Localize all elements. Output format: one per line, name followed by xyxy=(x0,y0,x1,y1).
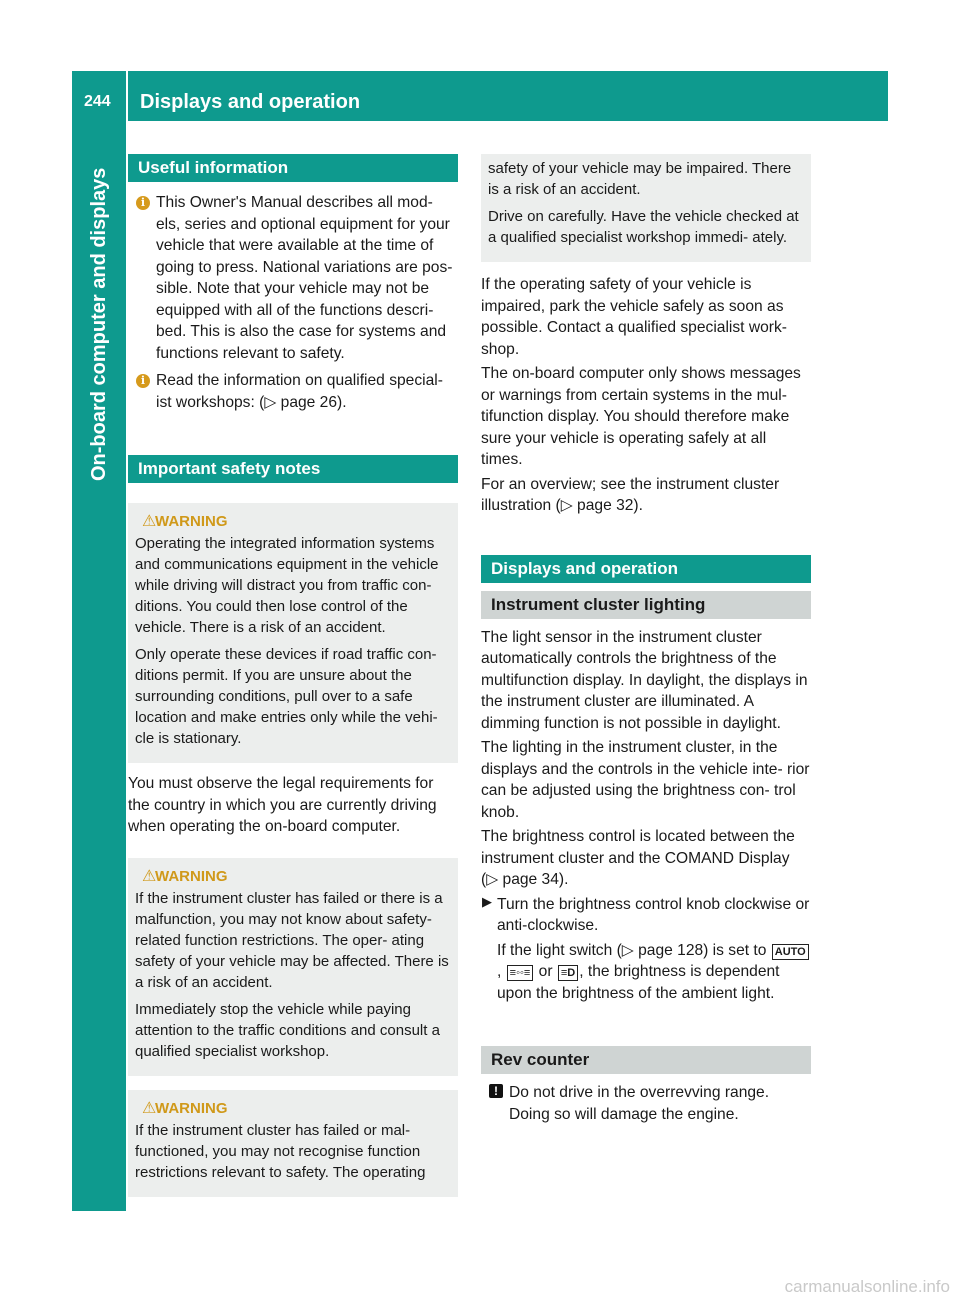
watermark: carmanualsonline.info xyxy=(784,1277,950,1296)
body-text: The lighting in the instrument cluster, in the displays and the controls in the vehicle inte- rior can be adjusted using the brightness con- trol knob. xyxy=(481,739,810,821)
body-text: For an overview; see the instrument cluster illustration (▷ page 32). xyxy=(481,475,780,514)
warning-text: If the instrument cluster has failed or mal- functioned, you may not recognise function restrictions relevant to safety. The operating xyxy=(135,1121,426,1181)
warning-text: Drive on carefully. Have the vehicle checked at a qualified specialist workshop immedi- ately. xyxy=(488,208,799,246)
info-icon: i xyxy=(136,374,150,388)
body-text: The on-board computer only shows messages or warnings from certain systems in the mul- tifunction display. You should therefore make sure your vehicle is operating safely at all times. xyxy=(481,365,801,468)
page-title: Displays and operation xyxy=(140,91,361,113)
warning-heading: ⚠ WARNING xyxy=(135,866,450,888)
warning-heading: ⚠ WARNING xyxy=(135,1098,450,1120)
right-column xyxy=(481,154,811,1125)
warning-text: Immediately stop the vehicle while paying attention to the traffic conditions and consult a qualified specialist workshop. xyxy=(135,1000,440,1060)
info-note xyxy=(128,192,458,364)
warning-box xyxy=(128,503,458,763)
body-text: If the operating safety of your vehicle is impaired, park the vehicle safely as soon as possible. Contact a qualified specialist work- shop. xyxy=(481,276,787,358)
step-detail: If the light switch (▷ page 128) is set to AUTO, ≡◦◦≡ or ≡D , the brightness is dependent upon the brightness of the ambient light. xyxy=(497,940,811,1005)
page-number: 244 xyxy=(84,93,111,110)
caution-text: Do not drive in the overrevving range. Doing so will damage the engine. xyxy=(509,1084,770,1123)
body-text: The brightness control is located between the instrument cluster and the COMAND Display (▷ page 34). xyxy=(481,828,795,888)
warning-triangle-icon: ⚠ xyxy=(142,1099,157,1117)
warning-text: Only operate these devices if road traffic con- ditions permit. If you are unsure about the surrounding conditions, pull over to a safe location and make entries only while the vehi- cle is stationary. xyxy=(135,646,438,747)
parking-light-icon: ≡◦◦≡ xyxy=(507,965,534,981)
subsection-heading-rev-counter: Rev counter xyxy=(481,1046,811,1074)
warning-heading: ⚠ WARNING xyxy=(135,511,450,533)
warning-box xyxy=(128,858,458,1076)
warning-text: safety of your vehicle may be impaired. There is a risk of an accident. xyxy=(488,160,792,198)
section-heading-safety-notes: Important safety notes xyxy=(128,455,458,483)
left-column xyxy=(128,154,458,1197)
warning-text: Operating the integrated information systems and communications equipment in the vehicle while driving will distract you from traffic con- ditions. You could then lose control of the vehicle. There is a risk of an accident. xyxy=(135,535,439,636)
body-text: The light sensor in the instrument cluster automatically controls the brightness of the multifunction display. In daylight, the displays in the instrument cluster are illuminated. A dimming function is not possible in daylight. xyxy=(481,628,808,732)
info-note-text: Read the information on qualified special- ist workshops: (▷ page 26). xyxy=(156,372,443,411)
subsection-heading-lighting: Instrument cluster lighting xyxy=(481,591,811,619)
caution-note xyxy=(481,1082,811,1125)
body-text: You must observe the legal requirements for the country in which you are currently driving when operating the on-board computer. xyxy=(128,775,437,835)
section-heading-displays: Displays and operation xyxy=(481,555,811,583)
warning-box xyxy=(128,1090,458,1197)
header-divider xyxy=(126,71,128,121)
instruction-step xyxy=(481,894,811,1005)
side-tab-label: On-board computer and displays xyxy=(88,168,110,482)
info-icon: i xyxy=(136,196,150,210)
section-heading-useful-information: Useful information xyxy=(128,154,458,182)
info-note-text: This Owner's Manual describes all mod- els, series and optional equipment for your vehicle that were available at the time of going to press. National variations are pos- sible. Note that your vehicle may not be equipped with all of the functions descri- bed. This is also the case for systems and functions relevant to safety. xyxy=(156,194,453,362)
info-note xyxy=(128,370,458,413)
low-beam-icon: ≡D xyxy=(558,965,578,981)
step-arrow-icon: ▶ xyxy=(482,893,492,909)
warning-triangle-icon: ⚠ xyxy=(142,513,157,530)
step-text: Turn the brightness control knob clockwise or anti-clockwise. xyxy=(497,895,810,934)
exclamation-icon: ! xyxy=(489,1084,503,1098)
warning-triangle-icon: ⚠ xyxy=(142,867,157,885)
warning-text: If the instrument cluster has failed or there is a malfunction, you may not know about safety-related function restrictions. The oper- ating safety of your vehicle may be affected. There is a risk of an accident. xyxy=(135,889,449,991)
warning-box-continued xyxy=(481,154,811,262)
auto-light-icon: AUTO xyxy=(772,944,809,960)
